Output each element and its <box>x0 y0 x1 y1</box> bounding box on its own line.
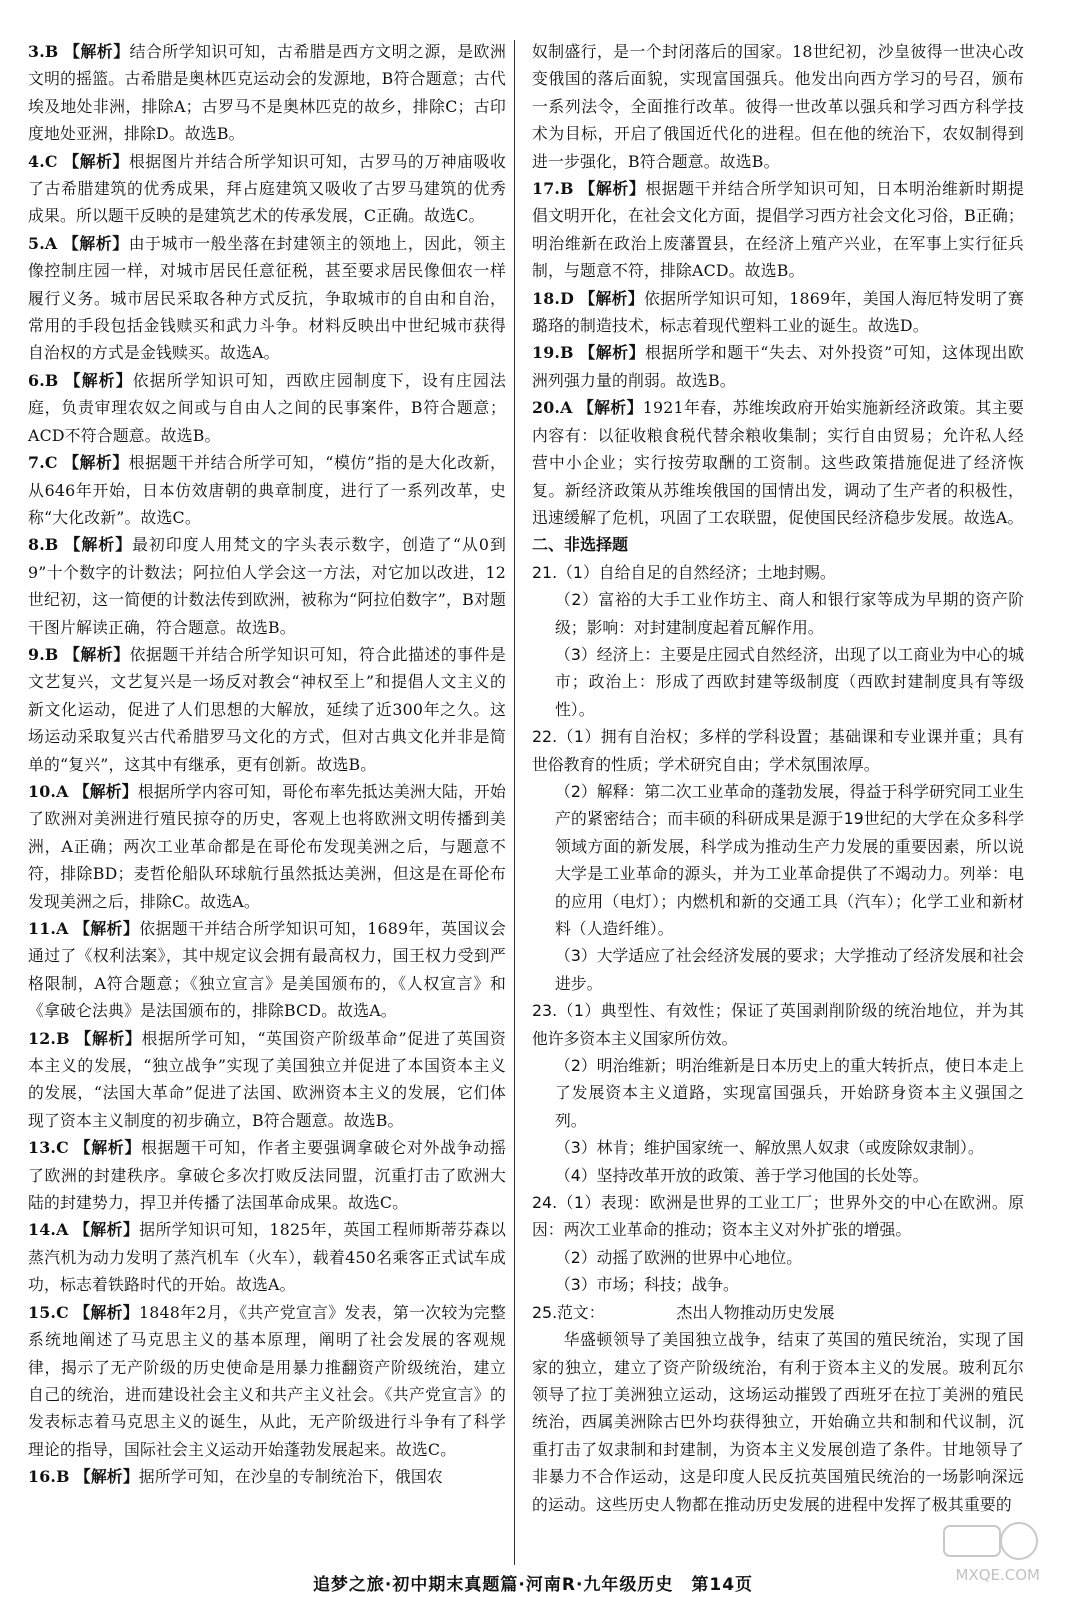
answer-25-heading <box>532 1299 1024 1326</box>
answer-21-part-2: （2）富裕的大手工业作坊主、商人和银行家等成为早期的资产阶级；影响：对封建制度起着瓦解作用。 <box>555 590 1024 637</box>
answer-9: 9.B 【解析】依据题干并结合所学知识可知，符合此描述的事件是文艺复兴，文艺复兴是一场反对教会“神权至上”和提倡人文主义的新文化运动，促进了人们思想的大解放，延续了近300年之久。这场运动采取复兴古代希腊罗马文化的方式，但对古典文化并非是简单的“复兴”，这其中有继承，更有创新。故选B。 <box>28 644 506 774</box>
answer-5: 5.A 【解析】由于城市一般坐落在封建领主的领地上，因此，领主像控制庄园一样，对城市居民任意征税，甚至要求居民像佃农一样履行义务。城市居民采取各种方式反抗，争取城市的自由和自治，常用的手段包括金钱赎买和武力斗争。材料反映出中世纪城市获得自治权的方式是金钱赎买。故选A。 <box>28 233 506 363</box>
answer-23-part-2: （2）明治维新；明治维新是日本历史上的重大转折点，使日本走上了发展资本主义道路，实现富国强兵，开始跻身资本主义强国之列。 <box>555 1056 1024 1130</box>
watermark-text: MXQE.COM <box>955 1566 1040 1584</box>
right-column <box>532 38 1024 1518</box>
answer-24-part-1: 24.（1）表现：欧洲是世界的工业工厂；世界外交的中心在欧洲。原因：两次工业革命的推动；资本主义对外扩张的增强。 <box>532 1193 1024 1240</box>
answer-23-part-3: （3）林肯；维护国家统一、解放黑人奴隶（或废除奴隶制）。 <box>555 1138 984 1158</box>
answer-13: 13.C 【解析】根据题干可知，作者主要强调拿破仑对外战争动摇了欧洲的封建秩序。拿破仑多次打败反法同盟，沉重打击了欧洲大陆的封建势力，捍卫并传播了法国革命成果。故选C。 <box>28 1138 506 1213</box>
answer-22-part-2: （2）解释：第二次工业革命的蓬勃发展，得益于科学研究同工业生产的紧密结合；而丰硕的科研成果是源于19世纪的大学在众多科学领域方面的新发展，科学成为推动生产力发展的重要因素，所以说大学是工业革命的源头，并为工业革命提供了不竭动力。列举：电的应用（电灯）；内燃机和新的交通工具（汽车）；化学工业和新材料（人造纤维）。 <box>555 781 1024 938</box>
answer-19: 19.B 【解析】根据所学和题干“失去、对外投资”可知，这体现出欧洲列强力量的削弱。故选B。 <box>532 343 1024 390</box>
answer-12: 12.B 【解析】根据所学可知，“英国资产阶级革命”促进了英国资本主义的发展，“独立战争”实现了美国独立并促进了本国资本主义的发展，“法国大革命”促进了法国、欧洲资本主义的发展，它们体现了资本主义制度的初步确立，B符合题意。故选B。 <box>28 1028 506 1130</box>
answer-21-part-3: （3）经济上：主要是庄园式自然经济，出现了以工商业为中心的城市；政治上：形成了西欧封建等级制度（西欧封建制度具有等级性）。 <box>555 644 1024 719</box>
answer-17: 17.B 【解析】根据题干并结合所学知识可知，日本明治维新时期提倡文明开化，在社会文化方面，提倡学习西方社会文化习俗，B正确；明治维新在政治上废藩置县，在经济上殖产兴业，在军事上实行征兵制，与题意不符，排除ACD。故选B。 <box>532 179 1024 281</box>
answer-16-continued: 奴制盛行，是一个封闭落后的国家。18世纪初，沙皇彼得一世决心改变俄国的落后面貌，实现富国强兵。他发出向西方学习的号召，颁布一系列法令，全面推行改革。彼得一世改革以强兵和学习西方科学技术为目标，开启了俄国近代化的进程。但在他的统治下，农奴制得到进一步强化，B符合题意。故选B。 <box>532 42 1024 171</box>
answer-24-part-3: （3）市场；科技；战争。 <box>555 1275 739 1295</box>
answer-23-part-4: （4）坚持改革开放的政策、善于学习他国的长处等。 <box>555 1165 929 1185</box>
answer-21-part-1: 21.（1）自给自足的自然经济；土地封赐。 <box>532 562 836 582</box>
answer-22-part-1: 22.（1）拥有自治权；多样的学科设置；基础课和专业课并重；具有世俗教育的性质；学术研究自由；学术氛围浓厚。 <box>532 727 1024 774</box>
answer-3: 3.B 【解析】结合所学知识可知，古希腊是西方文明之源，是欧洲文明的摇篮。古希腊是奥林匹克运动会的发源地，B符合题意；古代埃及地处非洲，排除A；古罗马不是奥林匹克的故乡，排除C；古印度地处亚洲，排除D。故选B。 <box>28 42 506 144</box>
answer-10: 10.A 【解析】根据所学内容可知，哥伦布率先抵达美洲大陆，开始了欧洲对美洲进行殖民掠夺的历史，客观上也将欧洲文明传播到美洲，A正确；两次工业革命都是在哥伦布发现美洲之后，与题意不符，排除BD；麦哲伦船队环球航行虽然抵达美洲，但这是在哥伦布发现美洲之后，排除C。故选A。 <box>28 781 506 911</box>
section-title: 二、非选择题 <box>532 535 629 555</box>
site-watermark <box>924 1516 1044 1586</box>
answer-8: 8.B 【解析】最初印度人用梵文的字头表示数字，创造了“从0到9”十个数字的计数法；阿拉伯人学会这一方法，对它加以改进，12世纪初，这一简便的计数法传到欧洲，被称为“阿拉伯数字”，B对题干图片解读正确，符合题意。故选B。 <box>28 535 506 637</box>
column-divider <box>514 40 515 1565</box>
answer-25-label: 25.范文： <box>532 1302 605 1322</box>
answer-15: 15.C 【解析】1848年2月，《共产党宣言》发表，第一次较为完整系统地阐述了马克思主义的基本原理，阐明了社会发展的客观规律，揭示了无产阶级的历史使命是用暴力推翻资产阶级统治，建立自己的统治，进而建设社会主义和共产主义社会。《共产党宣言》的发表标志着马克思主义的诞生，从此，无产阶级进行斗争有了科学理论的指导，国际社会主义运动开始蓬勃发展起来。故选C。 <box>28 1302 506 1459</box>
answer-6: 6.B 【解析】依据所学知识可知，西欧庄园制度下，设有庄园法庭，负责审理农奴之间或与自由人之间的民事案件，B符合题意；ACD不符合题意。故选B。 <box>28 370 506 445</box>
answer-14: 14.A 【解析】据所学知识可知，1825年，英国工程师斯蒂芬森以蒸汽机为动力发明了蒸汽机车（火车），载着450名乘客正式试车成功，标志着铁路时代的开始。故选A。 <box>28 1220 506 1295</box>
page-footer: 追梦之旅·初中期末真题篇·河南R·九年级历史 第14页 <box>312 1575 754 1595</box>
answer-24-part-2: （2）动摇了欧洲的世界中心地位。 <box>555 1247 803 1267</box>
answer-16: 16.B 【解析】据所学可知，在沙皇的专制统治下，俄国农 <box>28 1467 443 1487</box>
answer-4: 4.C 【解析】根据图片并结合所学知识可知，古罗马的万神庙吸收了古希腊建筑的优秀成果，拜占庭建筑又吸收了古罗马建筑的优秀成果。所以题干反映的是建筑艺术的传承发展，C正确。故选C。 <box>28 151 506 226</box>
answer-7: 7.C 【解析】根据题干并结合所学可知，“模仿”指的是大化改新，从646年开始，日本仿效唐朝的典章制度，进行了一系列改革，史称“大化改新”。故选C。 <box>28 453 506 527</box>
answer-23-part-1: 23.（1）典型性、有效性；保证了英国剥削阶级的统治地位，并为其他许多资本主义国家所仿效。 <box>532 1001 1024 1048</box>
left-column <box>28 38 506 1491</box>
answer-20: 20.A 【解析】1921年春，苏维埃政府开始实施新经济政策。其主要内容有：以征收粮食税代替余粮收集制；实行自由贸易；允许私人经营中小企业；实行按劳取酬的工资制。这些政策措施促进了经济恢复。新经济政策从苏维埃俄国的国情出发，调动了生产者的积极性，迅速缓解了危机，巩固了工农联盟，促使国民经济稳步发展。故选A。 <box>532 398 1024 527</box>
essay-body: 华盛顿领导了美国独立战争，结束了英国的殖民统治，实现了国家的独立，建立了资产阶级统治，有利于资本主义的发展。玻利瓦尔领导了拉丁美洲独立运动，这场运动摧毁了西班牙在拉丁美洲的殖民统治，西属美洲除古巴外均获得独立，开始确立共和制和代议制，沉重打击了奴隶制和封建制，为资本主义发展创造了条件。甘地领导了非暴力不合作运动，这是印度人民反抗英国殖民统治的一场影响深远的运动。这些历史人物都在推动历史发展的进程中发挥了极其重要的 <box>532 1330 1024 1514</box>
answer-18: 18.D 【解析】依据所学知识可知，1869年，美国人海厄特发明了赛璐珞的制造技术，标志着现代塑料工业的诞生。故选D。 <box>532 288 1024 336</box>
answer-11: 11.A 【解析】依据题干并结合所学知识可知，1689年，英国议会通过了《权利法案》，其中规定议会拥有最高权力，国王权力受到严格限制，A符合题意；《独立宣言》是美国颁布的，《人权宣言》和《拿破仑法典》是法国颁布的，排除BCD。故选A。 <box>28 919 506 1021</box>
answer-22-part-3: （3）大学适应了社会经济发展的要求；大学推动了经济发展和社会进步。 <box>555 946 1024 993</box>
watermark-logo-icon <box>924 1516 1044 1566</box>
essay-title: 杰出人物推动历史发展 <box>676 1302 835 1322</box>
